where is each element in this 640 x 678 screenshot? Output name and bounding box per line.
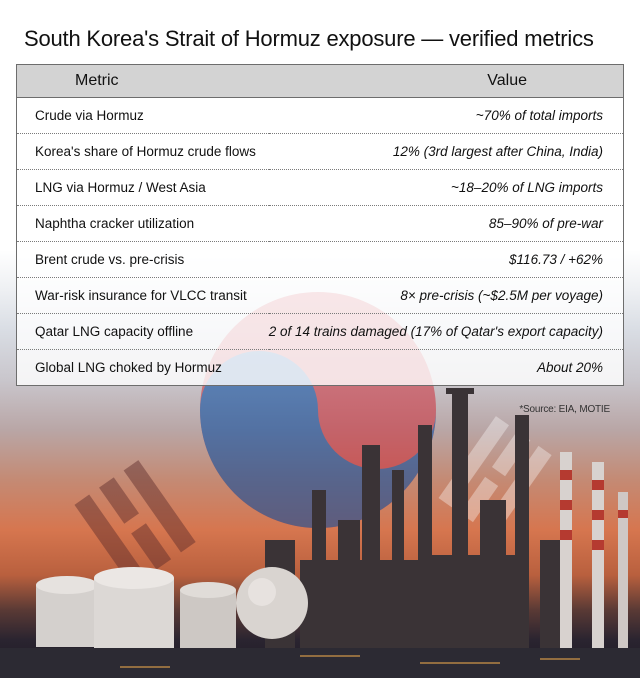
- table-row: [17, 350, 623, 386]
- chimney-stacks: [560, 452, 628, 650]
- storage-tanks: [36, 567, 308, 648]
- table-header-row: [17, 65, 623, 98]
- metric-cell: Crude via Hormuz: [17, 98, 269, 134]
- source-note: *Source: EIA, MOTIE: [519, 404, 610, 415]
- value-cell: 2 of 14 trains damaged (17% of Qatar's export capacity): [269, 314, 623, 350]
- table-row: [17, 242, 623, 278]
- metric-cell: Qatar LNG capacity offline: [17, 314, 269, 350]
- value-cell: 12% (3rd largest after China, India): [269, 134, 623, 170]
- metrics-table: [17, 65, 623, 385]
- table-row: [17, 98, 623, 134]
- value-cell: 8× pre-crisis (~$2.5M per voyage): [269, 278, 623, 314]
- metric-cell: Naphtha cracker utilization: [17, 206, 269, 242]
- value-column-header: Value: [269, 65, 623, 98]
- value-cell: ~18–20% of LNG imports: [269, 170, 623, 206]
- metric-cell: Brent crude vs. pre-crisis: [17, 242, 269, 278]
- table-row: [17, 314, 623, 350]
- table-row: [17, 134, 623, 170]
- metric-cell: LNG via Hormuz / West Asia: [17, 170, 269, 206]
- table-row: [17, 170, 623, 206]
- table-row: [17, 278, 623, 314]
- metric-cell: Global LNG choked by Hormuz: [35, 360, 222, 375]
- value-cell: ~70% of total imports: [269, 98, 623, 134]
- value-cell: 85–90% of pre-war: [269, 206, 623, 242]
- metric-cell: War-risk insurance for VLCC transit: [17, 278, 269, 314]
- value-cell: About 20%: [536, 360, 603, 375]
- water-reflection: [0, 648, 640, 678]
- value-cell: $116.73 / +62%: [269, 242, 623, 278]
- metrics-table-panel: [16, 64, 624, 386]
- metric-cell: Korea's share of Hormuz crude flows: [17, 134, 269, 170]
- metric-column-header: Metric: [17, 65, 269, 98]
- table-row: [17, 206, 623, 242]
- page-title: South Korea's Strait of Hormuz exposure — verified metrics: [24, 26, 594, 51]
